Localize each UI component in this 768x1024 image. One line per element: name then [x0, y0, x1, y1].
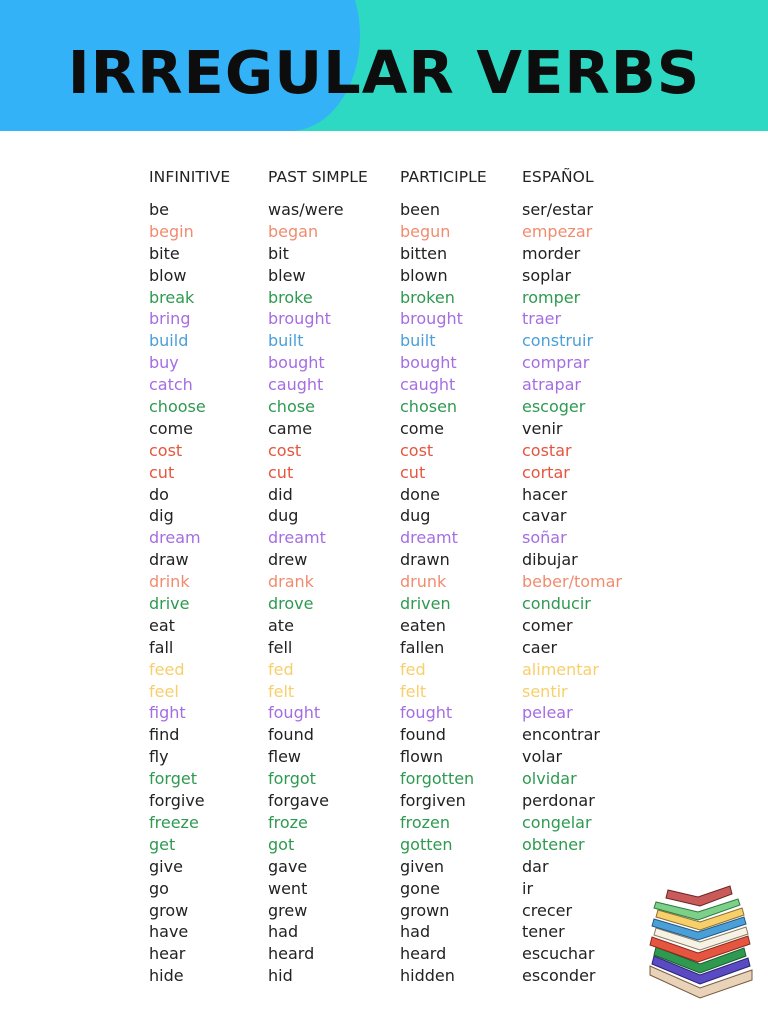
table-row	[0, 527, 768, 549]
past-simple-cell: dug	[268, 506, 299, 526]
infinitive-cell: cut	[149, 462, 175, 482]
table-header-row	[0, 166, 768, 199]
past-simple-cell: built	[268, 331, 304, 351]
table-row	[0, 221, 768, 243]
infinitive-cell: freeze	[149, 812, 199, 832]
table-row	[0, 681, 768, 703]
table-row	[0, 396, 768, 418]
past-simple-cell: had	[268, 922, 299, 942]
infinitive-cell: fall	[149, 637, 174, 657]
espanol-cell: congelar	[522, 812, 592, 832]
infinitive-cell: feel	[149, 681, 179, 701]
participle-cell: dug	[400, 506, 431, 526]
espanol-cell: atrapar	[522, 375, 581, 395]
espanol-cell: venir	[522, 418, 563, 438]
espanol-cell: dibujar	[522, 550, 578, 570]
infinitive-cell: be	[149, 200, 169, 219]
past-simple-cell: caught	[268, 375, 324, 395]
past-simple-cell: bit	[268, 243, 289, 263]
past-simple-cell: dreamt	[268, 528, 326, 548]
infinitive-cell: begin	[149, 221, 194, 241]
participle-cell: been	[400, 200, 440, 219]
table-row	[0, 484, 768, 506]
participle-cell: grown	[400, 900, 450, 920]
participle-cell: gone	[400, 878, 440, 898]
past-simple-cell: flew	[268, 747, 302, 767]
participle-cell: cut	[400, 462, 426, 482]
past-simple-cell: hid	[268, 966, 293, 986]
infinitive-cell: break	[149, 287, 195, 307]
infinitive-cell: bite	[149, 243, 180, 263]
espanol-cell: pelear	[522, 703, 573, 723]
table-row	[0, 265, 768, 287]
participle-cell: forgotten	[400, 769, 475, 789]
infinitive-cell: fight	[149, 703, 186, 723]
participle-cell: fallen	[400, 637, 445, 657]
table-row	[0, 637, 768, 659]
past-simple-cell: brought	[268, 309, 331, 329]
participle-cell: drawn	[400, 550, 450, 570]
past-simple-cell: drank	[268, 572, 314, 592]
espanol-cell: escoger	[522, 397, 586, 417]
past-simple-cell: cost	[268, 440, 302, 460]
past-simple-cell: froze	[268, 812, 308, 832]
past-simple-cell: was/were	[268, 200, 344, 219]
infinitive-cell: hear	[149, 944, 186, 964]
header-participle: PARTICIPLE	[400, 168, 487, 186]
table-row	[0, 746, 768, 768]
table-row	[0, 768, 768, 790]
past-simple-cell: gave	[268, 856, 308, 876]
participle-cell: bitten	[400, 243, 448, 263]
espanol-cell: cavar	[522, 506, 567, 526]
infinitive-cell: buy	[149, 353, 179, 373]
infinitive-cell: feed	[149, 659, 185, 679]
past-simple-cell: found	[268, 725, 314, 745]
participle-cell: found	[400, 725, 446, 745]
participle-cell: built	[400, 331, 436, 351]
espanol-cell: empezar	[522, 221, 593, 241]
infinitive-cell: give	[149, 856, 183, 876]
participle-cell: gotten	[400, 834, 453, 854]
table-row	[0, 330, 768, 352]
infinitive-cell: eat	[149, 615, 175, 635]
table-row	[0, 549, 768, 571]
past-simple-cell: came	[268, 418, 313, 438]
espanol-cell: olvidar	[522, 769, 577, 789]
participle-cell: bought	[400, 353, 457, 373]
table-row	[0, 440, 768, 462]
table-row	[0, 352, 768, 374]
infinitive-cell: catch	[149, 375, 193, 395]
infinitive-cell: forget	[149, 769, 197, 789]
table-row	[0, 724, 768, 746]
participle-cell: flown	[400, 747, 444, 767]
table-row	[0, 659, 768, 681]
participle-cell: dreamt	[400, 528, 458, 548]
past-simple-cell: drew	[268, 550, 308, 570]
espanol-cell: esconder	[522, 966, 596, 986]
infinitive-cell: get	[149, 834, 176, 854]
table-row	[0, 702, 768, 724]
participle-cell: hidden	[400, 966, 455, 986]
participle-cell: fed	[400, 659, 426, 679]
participle-cell: blown	[400, 265, 448, 285]
header-infinitive: INFINITIVE	[149, 168, 231, 186]
participle-cell: felt	[400, 681, 427, 701]
infinitive-cell: dig	[149, 506, 174, 526]
infinitive-cell: forgive	[149, 791, 205, 811]
espanol-cell: comer	[522, 615, 573, 635]
participle-cell: given	[400, 856, 445, 876]
participle-cell: cost	[400, 440, 434, 460]
espanol-cell: construir	[522, 331, 594, 351]
past-simple-cell: bought	[268, 353, 325, 373]
table-row	[0, 571, 768, 593]
table-body	[0, 199, 768, 987]
table-row	[0, 462, 768, 484]
infinitive-cell: drive	[149, 594, 190, 614]
infinitive-cell: come	[149, 418, 194, 438]
espanol-cell: romper	[522, 287, 581, 307]
espanol-cell: obtener	[522, 834, 585, 854]
past-simple-cell: drove	[268, 594, 314, 614]
infinitive-cell: cost	[149, 440, 183, 460]
espanol-cell: soplar	[522, 265, 572, 285]
participle-cell: heard	[400, 944, 447, 964]
infinitive-cell: fly	[149, 747, 169, 767]
table-row	[0, 418, 768, 440]
espanol-cell: volar	[522, 747, 563, 767]
participle-cell: eaten	[400, 615, 446, 635]
infinitive-cell: hide	[149, 966, 184, 986]
infinitive-cell: choose	[149, 397, 206, 417]
table-row	[0, 374, 768, 396]
past-simple-cell: went	[268, 878, 308, 898]
espanol-cell: costar	[522, 440, 572, 460]
espanol-cell: hacer	[522, 484, 568, 504]
infinitive-cell: bring	[149, 309, 191, 329]
espanol-cell: ir	[522, 878, 534, 898]
past-simple-cell: got	[268, 834, 295, 854]
participle-cell: frozen	[400, 812, 451, 832]
participle-cell: caught	[400, 375, 456, 395]
espanol-cell: comprar	[522, 353, 590, 373]
table-row	[0, 243, 768, 265]
espanol-cell: crecer	[522, 900, 573, 920]
espanol-cell: cortar	[522, 462, 570, 482]
espanol-cell: beber/tomar	[522, 572, 622, 592]
past-simple-cell: fell	[268, 637, 293, 657]
espanol-cell: encontrar	[522, 725, 600, 745]
table-row	[0, 834, 768, 856]
infinitive-cell: grow	[149, 900, 189, 920]
past-simple-cell: forgave	[268, 791, 329, 811]
participle-cell: drunk	[400, 572, 447, 592]
espanol-cell: caer	[522, 637, 558, 657]
verbs-table	[0, 166, 768, 987]
infinitive-cell: do	[149, 484, 169, 504]
espanol-cell: dar	[522, 856, 549, 876]
table-row	[0, 199, 768, 221]
past-simple-cell: blew	[268, 265, 306, 285]
infinitive-cell: find	[149, 725, 180, 745]
espanol-cell: tener	[522, 922, 565, 942]
espanol-cell: ser/estar	[522, 200, 593, 219]
books-stack-icon	[640, 880, 760, 1005]
espanol-cell: conducir	[522, 594, 591, 614]
espanol-cell: traer	[522, 309, 562, 329]
past-simple-cell: forgot	[268, 769, 316, 789]
participle-cell: broken	[400, 287, 455, 307]
participle-cell: begun	[400, 221, 451, 241]
table-row	[0, 308, 768, 330]
participle-cell: brought	[400, 309, 463, 329]
header-espanol: ESPAÑOL	[522, 168, 594, 186]
espanol-cell: sentir	[522, 681, 568, 701]
participle-cell: fought	[400, 703, 453, 723]
espanol-cell: perdonar	[522, 791, 595, 811]
table-row	[0, 287, 768, 309]
page-title: IRREGULAR VERBS	[67, 38, 701, 107]
header-past-simple: PAST SIMPLE	[268, 168, 368, 186]
past-simple-cell: did	[268, 484, 293, 504]
infinitive-cell: draw	[149, 550, 189, 570]
past-simple-cell: felt	[268, 681, 295, 701]
participle-cell: done	[400, 484, 440, 504]
past-simple-cell: fed	[268, 659, 294, 679]
past-simple-cell: heard	[268, 944, 315, 964]
espanol-cell: alimentar	[522, 659, 599, 679]
infinitive-cell: build	[149, 331, 189, 351]
past-simple-cell: cut	[268, 462, 294, 482]
espanol-cell: escuchar	[522, 944, 595, 964]
past-simple-cell: began	[268, 221, 319, 241]
table-row	[0, 505, 768, 527]
espanol-cell: soñar	[522, 528, 567, 548]
table-row	[0, 615, 768, 637]
infinitive-cell: go	[149, 878, 169, 898]
participle-cell: chosen	[400, 397, 458, 417]
past-simple-cell: grew	[268, 900, 308, 920]
participle-cell: come	[400, 418, 445, 438]
table-row	[0, 593, 768, 615]
infinitive-cell: have	[149, 922, 189, 942]
table-row	[0, 790, 768, 812]
infinitive-cell: blow	[149, 265, 187, 285]
table-row	[0, 856, 768, 878]
past-simple-cell: fought	[268, 703, 321, 723]
past-simple-cell: ate	[268, 615, 294, 635]
espanol-cell: morder	[522, 243, 581, 263]
header-banner	[0, 0, 768, 131]
past-simple-cell: broke	[268, 287, 313, 307]
participle-cell: had	[400, 922, 431, 942]
infinitive-cell: drink	[149, 572, 190, 592]
infinitive-cell: dream	[149, 528, 201, 548]
table-row	[0, 812, 768, 834]
participle-cell: driven	[400, 594, 451, 614]
participle-cell: forgiven	[400, 791, 466, 811]
past-simple-cell: chose	[268, 397, 315, 417]
